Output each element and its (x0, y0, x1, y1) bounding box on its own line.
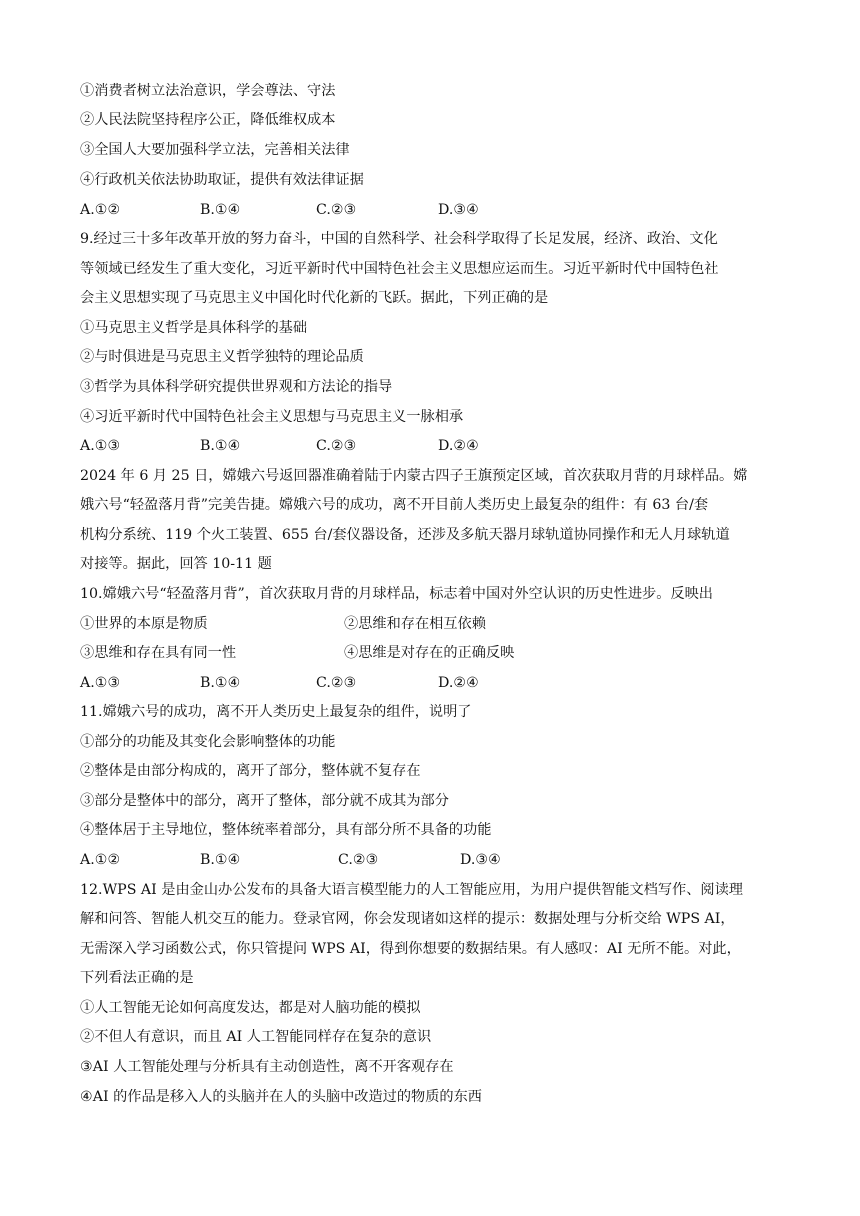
q11-stem: 11.嫦娥六号的成功，离不开人类历史上最复杂的组件，说明了 (80, 704, 472, 720)
q9-choice-d: D.②④ (438, 438, 479, 454)
q9-statement-4: ④习近平新时代中国特色社会主义思想与马克思主义一脉相承 (80, 409, 464, 425)
q12-stem-line-2: 解和问答、智能人机交互的能力。登录官网，你会发现诸如这样的提示：数据处理与分析交给 WPS AI， (80, 911, 735, 927)
material-line-4: 对接等。据此，回答 10-11 题 (80, 556, 272, 572)
q9-statement-3: ③哲学为具体科学研究提供世界观和方法论的指导 (80, 379, 393, 395)
q9-statement-1: ①马克思主义哲学是具体科学的基础 (80, 320, 308, 336)
q9-stem-line-2: 等领域已经发生了重大变化，习近平新时代中国特色社会主义思想应运而生。习近平新时代中国特色社 (80, 261, 719, 277)
q10-stem: 10.嫦娥六号“轻盈落月背”，首次获取月背的月球样品，标志着中国对外空认识的历史性进步。反映出 (80, 586, 713, 602)
q11-choice-a: A.①② (80, 852, 121, 868)
q9-choice-a: A.①③ (80, 438, 121, 454)
q9-choice-c: C.②③ (316, 438, 357, 454)
q10-choice-a: A.①③ (80, 675, 121, 691)
material-line-1: 2024 年 6 月 25 日，嫦娥六号返回器准确着陆于内蒙古四子王旗预定区域，首次获取月背的月球样品。嫦 (80, 468, 748, 484)
q9-statement-2: ②与时俱进是马克思主义哲学独特的理论品质 (80, 349, 364, 365)
q8-statement-2: ②人民法院坚持程序公正，降低维权成本 (80, 112, 336, 128)
q12-statement-2: ②不但人有意识，而且 AI 人工智能同样存在复杂的意识 (80, 1029, 432, 1045)
material-line-2: 娥六号“轻盈落月背”完美告捷。嫦娥六号的成功，离不开目前人类历史上最复杂的组件：有 63 台/套 (80, 497, 709, 513)
q10-statement-1: ①世界的本原是物质 (80, 616, 208, 632)
q8-statement-1: ①消费者树立法治意识，学会尊法、守法 (80, 83, 336, 99)
q9-choice-b: B.①④ (200, 438, 241, 454)
q11-statement-2: ②整体是由部分构成的，离开了部分，整体就不复存在 (80, 763, 421, 779)
q12-stem-line-3: 无需深入学习函数公式，你只管提问 WPS AI，得到你想要的数据结果。有人感叹：AI 无所不能。对此， (80, 941, 741, 957)
q11-statement-1: ①部分的功能及其变化会影响整体的功能 (80, 734, 336, 750)
q10-choice-c: C.②③ (316, 675, 357, 691)
q10-statement-4: ④思维是对存在的正确反映 (344, 645, 515, 661)
q9-stem-line-3: 会主义思想实现了马克思主义中国化时代化新的飞跃。据此，下列正确的是 (80, 290, 549, 306)
q12-statement-1: ①人工智能无论如何高度发达，都是对人脑功能的模拟 (80, 1000, 421, 1016)
q11-choice-b: B.①④ (200, 852, 241, 868)
q11-choice-c: C.②③ (338, 852, 379, 868)
q10-statement-3: ③思维和存在具有同一性 (80, 645, 237, 661)
q8-choice-d: D.③④ (438, 202, 479, 218)
q12-stem-line-4: 下列看法正确的是 (80, 970, 194, 986)
q11-statement-4: ④整体居于主导地位，整体统率着部分，具有部分所不具备的功能 (80, 822, 492, 838)
q12-statement-3: ③AI 人工智能处理与分析具有主动创造性，离不开客观存在 (80, 1059, 454, 1075)
q12-stem-line-1: 12.WPS AI 是由金山办公发布的具备大语言模型能力的人工智能应用，为用户提供智能文档写作、阅读理 (80, 882, 743, 898)
q8-statement-4: ④行政机关依法协助取证，提供有效法律证据 (80, 172, 364, 188)
q10-statement-2: ②思维和存在相互依赖 (344, 616, 486, 632)
q10-choice-b: B.①④ (200, 675, 241, 691)
q8-choice-b: B.①④ (200, 202, 241, 218)
q8-statement-3: ③全国人大要加强科学立法，完善相关法律 (80, 142, 350, 158)
material-line-3: 机构分系统、119 个火工装置、655 台/套仪器设备，还涉及多航天器月球轨道协同操作和无人月球轨道 (80, 527, 730, 543)
q10-choice-d: D.②④ (438, 675, 479, 691)
q9-stem-line-1: 9.经过三十多年改革开放的努力奋斗，中国的自然科学、社会科学取得了长足发展，经济、政治、文化 (80, 231, 718, 247)
q11-choice-d: D.③④ (460, 852, 501, 868)
q8-choice-a: A.①② (80, 202, 121, 218)
q11-statement-3: ③部分是整体中的部分，离开了整体，部分就不成其为部分 (80, 793, 449, 809)
q8-choice-c: C.②③ (316, 202, 357, 218)
q12-statement-4: ④AI 的作品是移入人的头脑并在人的头脑中改造过的物质的东西 (80, 1089, 482, 1105)
